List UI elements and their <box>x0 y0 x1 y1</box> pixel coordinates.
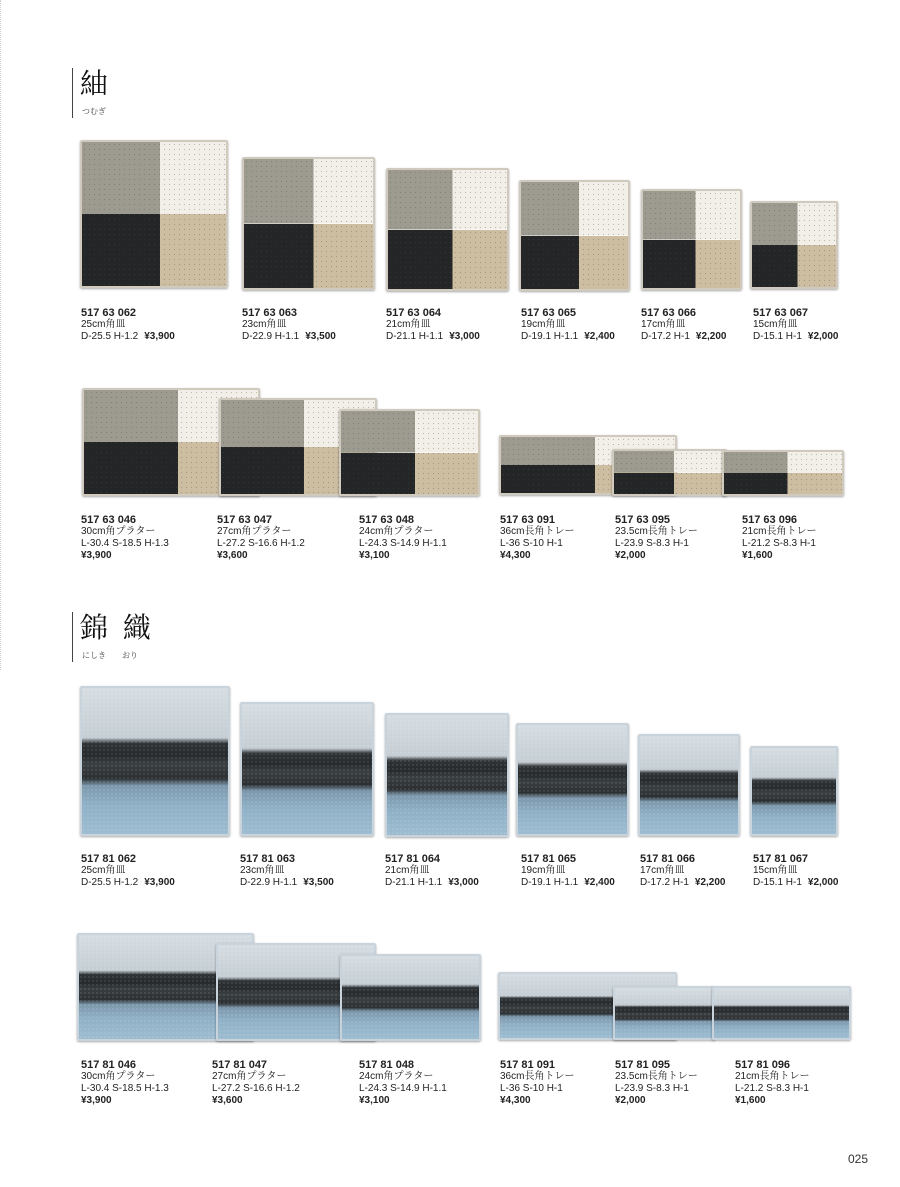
product-code: 517 81 062 <box>81 853 137 865</box>
product-name: 23cm角皿 <box>242 319 287 330</box>
product-code: 517 63 063 <box>242 307 298 319</box>
page-number: 025 <box>847 1152 868 1166</box>
product-name: 24cm角プラター <box>359 1071 434 1082</box>
product-code: 517 63 091 <box>500 514 556 526</box>
product-name: 15cm角皿 <box>753 319 798 330</box>
product-image <box>712 986 851 1040</box>
product-code: 517 81 066 <box>640 853 696 865</box>
product-label <box>500 1059 574 1107</box>
section-marker-line <box>72 612 73 662</box>
product-price: ¥2,200 <box>695 331 727 342</box>
product-label <box>641 307 727 343</box>
product-code: 517 81 064 <box>385 853 441 865</box>
product-dimensions: D-17.2 H-1 <box>640 877 689 888</box>
product-name: 30cm角プラター <box>81 526 156 537</box>
product-dimensions: D-19.1 H-1.1 <box>521 877 579 888</box>
product-dimensions: L-27.2 S-16.6 H-1.2 <box>212 1083 300 1094</box>
product-price: ¥2,400 <box>584 877 615 888</box>
product-dimensions: D-22.9 H-1.1 <box>240 877 298 888</box>
product-code: 517 63 066 <box>641 307 697 319</box>
product-price: ¥2,000 <box>615 1095 646 1106</box>
product-label <box>81 853 175 889</box>
section-marker-line <box>72 68 73 118</box>
product-label <box>521 307 615 343</box>
product-label <box>81 307 175 343</box>
product-image <box>340 954 481 1041</box>
product-code: 517 81 047 <box>212 1059 268 1071</box>
product-name: 21cm角皿 <box>385 865 430 876</box>
product-image <box>516 723 629 836</box>
product-dimensions: D-25.5 H-1.2 <box>81 331 139 342</box>
product-name: 23.5cm長角トレー <box>615 526 698 537</box>
product-price: ¥3,600 <box>212 1095 243 1106</box>
binding-edge-dots <box>0 0 3 670</box>
product-code: 517 63 062 <box>81 307 137 319</box>
product-code: 517 81 046 <box>81 1059 137 1071</box>
product-name: 25cm角皿 <box>81 319 126 330</box>
product-code: 517 81 067 <box>753 853 809 865</box>
product-code: 517 81 095 <box>615 1059 671 1071</box>
product-code: 517 81 048 <box>359 1059 415 1071</box>
product-code: 517 63 064 <box>386 307 442 319</box>
product-dimensions: D-17.2 H-1 <box>641 331 690 342</box>
product-code: 517 63 048 <box>359 514 415 526</box>
section-reading: にしき おり <box>82 651 138 660</box>
product-label <box>742 514 816 562</box>
product-image <box>80 686 230 836</box>
product-image <box>240 702 374 836</box>
product-name: 17cm角皿 <box>640 865 685 876</box>
product-name: 30cm角プラター <box>81 1071 156 1082</box>
product-dimensions: L-24.3 S-14.9 H-1.1 <box>359 538 447 549</box>
product-price: ¥3,900 <box>81 1095 112 1106</box>
product-name: 19cm角皿 <box>521 319 566 330</box>
product-dimensions: D-19.1 H-1.1 <box>521 331 579 342</box>
product-price: ¥3,000 <box>448 877 479 888</box>
product-name: 27cm角プラター <box>217 526 292 537</box>
product-price: ¥3,500 <box>305 331 336 342</box>
product-code: 517 63 047 <box>217 514 273 526</box>
product-label <box>615 1059 698 1107</box>
product-label <box>217 514 305 562</box>
product-label <box>521 853 615 889</box>
product-image <box>519 180 630 291</box>
product-label <box>240 853 334 889</box>
product-price: ¥3,900 <box>144 877 175 888</box>
product-price: ¥2,200 <box>694 877 726 888</box>
product-price: ¥3,600 <box>217 550 248 561</box>
product-image <box>386 168 509 291</box>
product-name: 25cm角皿 <box>81 865 126 876</box>
section-title: 紬 <box>80 67 112 100</box>
product-price: ¥3,500 <box>303 877 334 888</box>
product-dimensions: L-23.9 S-8.3 H-1 <box>615 538 689 549</box>
product-dimensions: L-23.9 S-8.3 H-1 <box>615 1083 689 1094</box>
product-code: 517 63 096 <box>742 514 798 526</box>
product-code: 517 63 067 <box>753 307 809 319</box>
product-price: ¥2,000 <box>615 550 646 561</box>
section-reading: つむぎ <box>82 107 106 116</box>
product-dimensions: D-25.5 H-1.2 <box>81 877 139 888</box>
product-price: ¥2,400 <box>584 331 615 342</box>
product-price: ¥4,300 <box>500 550 531 561</box>
product-label <box>500 514 574 562</box>
product-price: ¥1,600 <box>735 1095 766 1106</box>
product-name: 19cm角皿 <box>521 865 566 876</box>
product-name: 21cm角皿 <box>386 319 431 330</box>
product-name: 27cm角プラター <box>212 1071 287 1082</box>
product-label <box>640 853 726 889</box>
product-image <box>385 713 509 837</box>
product-dimensions: L-24.3 S-14.9 H-1.1 <box>359 1083 447 1094</box>
product-image <box>722 450 844 496</box>
product-code: 517 63 065 <box>521 307 577 319</box>
product-name: 23cm角皿 <box>240 865 285 876</box>
product-label <box>212 1059 300 1107</box>
product-image <box>80 140 228 288</box>
product-image <box>613 986 715 1040</box>
product-dimensions: L-27.2 S-16.6 H-1.2 <box>217 538 305 549</box>
product-image <box>750 201 838 289</box>
product-price: ¥3,100 <box>359 550 390 561</box>
product-code: 517 63 046 <box>81 514 137 526</box>
product-price: ¥2,000 <box>807 331 839 342</box>
product-dimensions: L-30.4 S-18.5 H-1.3 <box>81 538 169 549</box>
product-name: 23.5cm長角トレー <box>615 1071 698 1082</box>
product-label <box>359 514 447 562</box>
product-label <box>753 853 839 889</box>
product-price: ¥3,900 <box>144 331 175 342</box>
product-price: ¥2,000 <box>807 877 839 888</box>
product-label <box>81 514 169 562</box>
product-code: 517 81 063 <box>240 853 296 865</box>
product-dimensions: L-36 S-10 H-1 <box>500 1083 563 1094</box>
section-title: 錦 織 <box>80 611 154 644</box>
product-image <box>638 734 740 836</box>
product-name: 21cm長角トレー <box>735 1071 810 1082</box>
product-dimensions: L-21.2 S-8.3 H-1 <box>742 538 816 549</box>
product-code: 517 63 095 <box>615 514 671 526</box>
product-label <box>386 307 480 343</box>
product-price: ¥3,100 <box>359 1095 390 1106</box>
product-dimensions: L-21.2 S-8.3 H-1 <box>735 1083 809 1094</box>
product-name: 21cm長角トレー <box>742 526 817 537</box>
product-label <box>385 853 479 889</box>
product-price: ¥3,900 <box>81 550 112 561</box>
product-dimensions: L-36 S-10 H-1 <box>500 538 563 549</box>
product-label <box>81 1059 169 1107</box>
product-name: 36cm長角トレー <box>500 1071 575 1082</box>
product-dimensions: D-21.1 H-1.1 <box>386 331 444 342</box>
product-name: 36cm長角トレー <box>500 526 575 537</box>
product-code: 517 81 096 <box>735 1059 791 1071</box>
product-image <box>339 409 480 496</box>
product-label <box>242 307 336 343</box>
product-dimensions: D-15.1 H-1 <box>753 331 802 342</box>
product-dimensions: D-15.1 H-1 <box>753 877 802 888</box>
product-code: 517 81 091 <box>500 1059 556 1071</box>
product-image <box>612 449 727 496</box>
product-label <box>735 1059 809 1107</box>
product-price: ¥3,000 <box>449 331 480 342</box>
product-dimensions: L-30.4 S-18.5 H-1.3 <box>81 1083 169 1094</box>
product-label <box>359 1059 447 1107</box>
product-code: 517 81 065 <box>521 853 577 865</box>
product-name: 17cm角皿 <box>641 319 686 330</box>
product-name: 24cm角プラター <box>359 526 434 537</box>
product-dimensions: D-22.9 H-1.1 <box>242 331 300 342</box>
product-image <box>641 189 742 290</box>
product-label <box>615 514 698 562</box>
product-price: ¥1,600 <box>742 550 773 561</box>
product-dimensions: D-21.1 H-1.1 <box>385 877 443 888</box>
product-label <box>753 307 839 343</box>
product-image <box>242 157 375 290</box>
product-price: ¥4,300 <box>500 1095 531 1106</box>
product-name: 15cm角皿 <box>753 865 798 876</box>
product-image <box>750 746 838 836</box>
